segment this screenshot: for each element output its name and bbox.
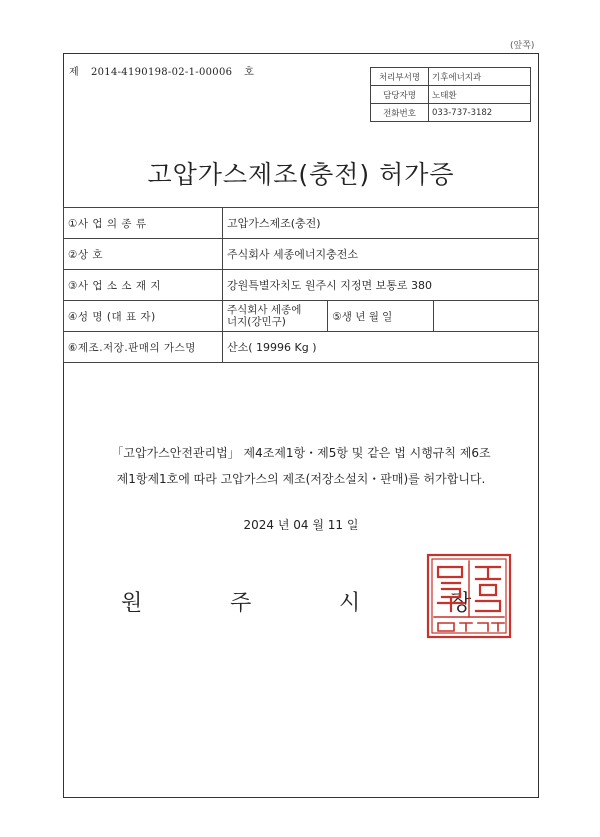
trade-name-value: 주식회사 세종에너지충전소	[223, 239, 539, 270]
contact-label: 담당자명	[371, 86, 429, 104]
statement-line-1: 「고압가스안전관리법」 제4조제1항・제5항 및 같은 법 시행규칙 제6조	[111, 446, 491, 460]
gas-name-value: 산소( 19996 Kg )	[223, 332, 539, 363]
contact-label: 처리부서명	[371, 68, 429, 86]
row-location	[64, 270, 539, 301]
row-trade-name	[64, 239, 539, 270]
front-side-mark: (앞쪽)	[510, 41, 535, 51]
permit-suffix: 호	[244, 67, 255, 78]
issue-date: 2024 년 04 월 11 일	[243, 518, 359, 532]
issuer-char: 원	[121, 591, 143, 616]
contact-label: 전화번호	[371, 104, 429, 122]
representative-value	[223, 301, 328, 332]
row-representative	[64, 301, 539, 332]
permit-number	[69, 63, 254, 78]
row-gas-name	[64, 332, 539, 363]
statement-line-2: 제1항제1호에 따라 고압가스의 제조(저장소설치・판매)를 허가합니다.	[116, 472, 486, 486]
contact-row	[371, 104, 531, 122]
trade-name-label: ②상 호	[64, 239, 223, 270]
issuer-char: 주	[230, 591, 252, 616]
birth-date-label: ⑤생 년 월 일	[328, 301, 433, 332]
permit-number-value: 2014-4190198-02-1-00006	[90, 67, 233, 78]
row-business-type	[64, 208, 539, 239]
contact-table	[370, 67, 531, 122]
representative-label: ④성 명 (대 표 자)	[64, 301, 223, 332]
permit-prefix: 제	[69, 67, 79, 78]
seal-drawing	[428, 555, 510, 637]
business-type-value: 고압가스제조(충전)	[223, 208, 539, 239]
location-value: 강원특별자치도 원주시 지정면 보통로 380	[223, 270, 539, 301]
location-label: ③사 업 소 소 재 지	[64, 270, 223, 301]
document-title: 고압가스제조(충전) 허가증	[147, 160, 455, 189]
representative-line-1: 주식회사 세종에	[227, 304, 302, 316]
permit-details-table	[63, 207, 539, 363]
representative-line-2: 너지(강민구)	[227, 316, 286, 328]
contact-value: 기후에너지과	[429, 68, 531, 86]
contact-row	[371, 86, 531, 104]
issuer-char: 장	[450, 591, 472, 616]
issuer-char: 시	[339, 591, 361, 616]
business-type-label: ①사 업 의 종 류	[64, 208, 223, 239]
contact-value: 노태환	[429, 86, 531, 104]
official-seal-icon	[426, 553, 512, 639]
contact-value: 033-737-3182	[429, 104, 531, 122]
gas-name-label: ⑥제조.저장.판매의 가스명	[64, 332, 223, 363]
permit-statement	[63, 440, 539, 492]
contact-row	[371, 68, 531, 86]
birth-date-value	[433, 301, 538, 332]
